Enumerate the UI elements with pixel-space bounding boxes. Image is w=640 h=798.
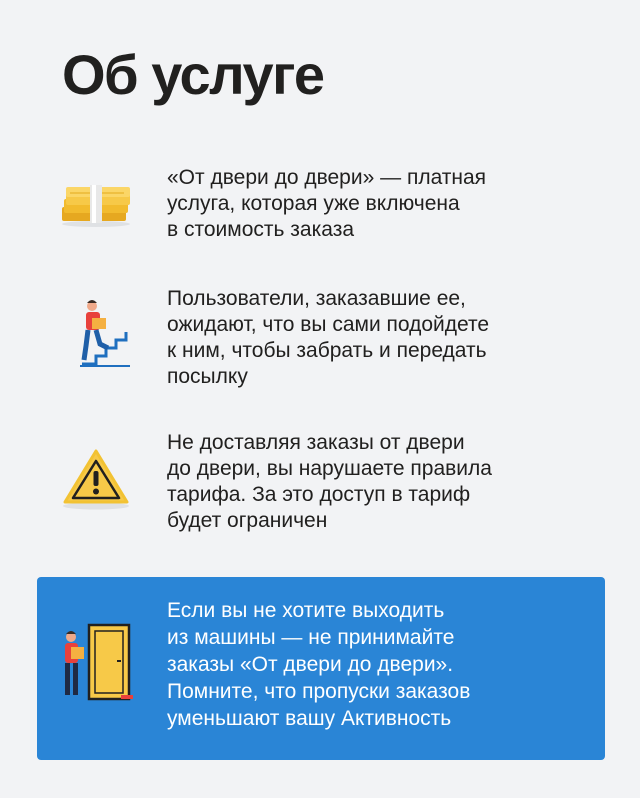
info-text-users-expect: Пользователи, заказавшие ее, ожидают, что вы сами подойдете к ним, чтобы забрать и передать посылку bbox=[167, 287, 490, 388]
money-stack-icon bbox=[60, 183, 132, 232]
courier-door-icon bbox=[59, 617, 159, 706]
info-text-paid-service: «От двери до двери» — платная услуга, которая уже включена в стоимость заказа bbox=[167, 166, 487, 241]
warning-triangle-icon bbox=[62, 448, 130, 515]
courier-stairs-icon bbox=[78, 298, 134, 375]
callout-text: Если вы не хотите выходить из машины — не принимайте заказы «От двери до двери». Помните, что пропуски заказов уменьшают вашу Активность bbox=[167, 599, 471, 730]
callout-banner bbox=[37, 577, 605, 760]
page-title: Об услуге bbox=[62, 43, 324, 106]
info-text-rules-violation: Не доставляя заказы от двери до двери, вы нарушаете правила тарифа. За это доступ в тариф будет ограничен bbox=[167, 431, 492, 532]
